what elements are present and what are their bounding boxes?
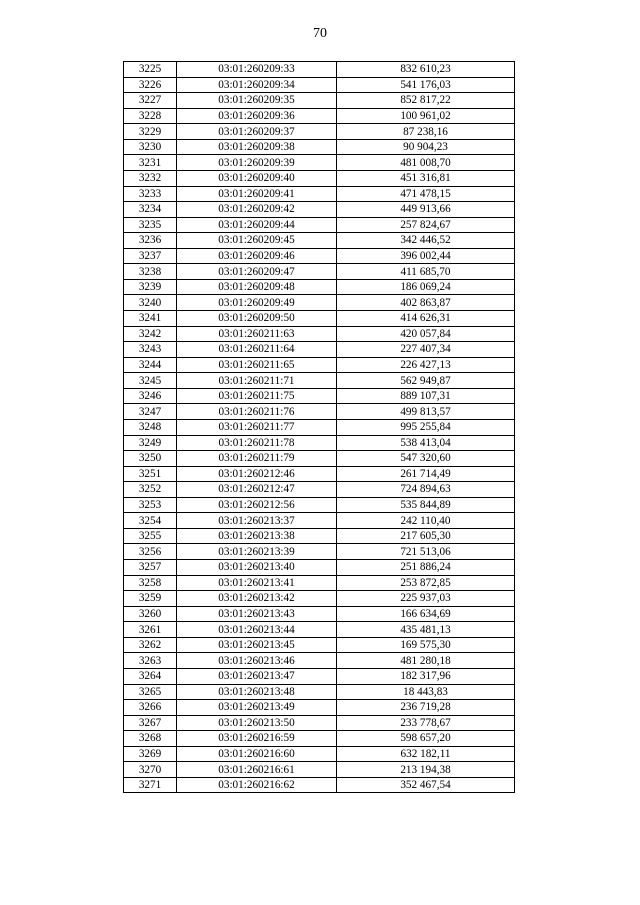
table-row — [124, 404, 515, 420]
value-cell: 481 008,70 — [337, 155, 515, 171]
value-cell: 632 182,11 — [337, 746, 515, 762]
cadastral-number-cell: 03:01:260212:47 — [177, 482, 337, 498]
value-cell: 449 913,66 — [337, 202, 515, 218]
table-row — [124, 248, 515, 264]
cadastral-number-cell: 03:01:260216:59 — [177, 731, 337, 747]
cadastral-number-cell: 03:01:260213:46 — [177, 653, 337, 669]
table-row — [124, 497, 515, 513]
value-cell: 541 176,03 — [337, 77, 515, 93]
value-cell: 236 719,28 — [337, 700, 515, 716]
table-row — [124, 139, 515, 155]
value-cell: 87 238,16 — [337, 124, 515, 140]
row-number-cell: 3243 — [124, 342, 177, 358]
cadastral-number-cell: 03:01:260213:49 — [177, 700, 337, 716]
table-row — [124, 326, 515, 342]
row-number-cell: 3235 — [124, 217, 177, 233]
value-cell: 186 069,24 — [337, 279, 515, 295]
table-row — [124, 202, 515, 218]
table-row — [124, 482, 515, 498]
row-number-cell: 3267 — [124, 715, 177, 731]
table-row — [124, 419, 515, 435]
cadastral-number-cell: 03:01:260209:36 — [177, 108, 337, 124]
cadastral-number-cell: 03:01:260213:42 — [177, 591, 337, 607]
cadastral-number-cell: 03:01:260209:33 — [177, 62, 337, 78]
table-row — [124, 435, 515, 451]
row-number-cell: 3259 — [124, 591, 177, 607]
cadastral-number-cell: 03:01:260213:37 — [177, 513, 337, 529]
table-row — [124, 311, 515, 327]
value-cell: 547 320,60 — [337, 451, 515, 467]
row-number-cell: 3229 — [124, 124, 177, 140]
cadastral-number-cell: 03:01:260209:38 — [177, 139, 337, 155]
cadastral-number-cell: 03:01:260211:64 — [177, 342, 337, 358]
row-number-cell: 3265 — [124, 684, 177, 700]
value-cell: 481 280,18 — [337, 653, 515, 669]
value-cell: 499 813,57 — [337, 404, 515, 420]
cadastral-number-cell: 03:01:260212:46 — [177, 466, 337, 482]
cadastral-number-cell: 03:01:260209:41 — [177, 186, 337, 202]
value-cell: 227 407,34 — [337, 342, 515, 358]
row-number-cell: 3238 — [124, 264, 177, 280]
cadastral-number-cell: 03:01:260209:44 — [177, 217, 337, 233]
row-number-cell: 3244 — [124, 357, 177, 373]
table-row — [124, 466, 515, 482]
table-row — [124, 295, 515, 311]
table-row — [124, 762, 515, 778]
value-cell: 233 778,67 — [337, 715, 515, 731]
cadastral-number-cell: 03:01:260211:65 — [177, 357, 337, 373]
value-cell: 598 657,20 — [337, 731, 515, 747]
row-number-cell: 3260 — [124, 606, 177, 622]
value-cell: 261 714,49 — [337, 466, 515, 482]
row-number-cell: 3248 — [124, 419, 177, 435]
cadastral-number-cell: 03:01:260209:34 — [177, 77, 337, 93]
cadastral-number-cell: 03:01:260213:41 — [177, 575, 337, 591]
value-cell: 169 575,30 — [337, 637, 515, 653]
cadastral-number-cell: 03:01:260213:39 — [177, 544, 337, 560]
value-cell: 396 002,44 — [337, 248, 515, 264]
row-number-cell: 3269 — [124, 746, 177, 762]
value-cell: 724 894,63 — [337, 482, 515, 498]
cadastral-value-table — [123, 61, 515, 793]
row-number-cell: 3226 — [124, 77, 177, 93]
value-cell: 166 634,69 — [337, 606, 515, 622]
table-row — [124, 279, 515, 295]
row-number-cell: 3225 — [124, 62, 177, 78]
cadastral-number-cell: 03:01:260209:50 — [177, 311, 337, 327]
table-row — [124, 606, 515, 622]
cadastral-number-cell: 03:01:260211:78 — [177, 435, 337, 451]
row-number-cell: 3257 — [124, 560, 177, 576]
table-row — [124, 746, 515, 762]
cadastral-number-cell: 03:01:260209:35 — [177, 93, 337, 109]
row-number-cell: 3246 — [124, 388, 177, 404]
cadastral-number-cell: 03:01:260209:47 — [177, 264, 337, 280]
table-row — [124, 451, 515, 467]
table-row — [124, 528, 515, 544]
value-cell: 342 446,52 — [337, 233, 515, 249]
cadastral-number-cell: 03:01:260209:45 — [177, 233, 337, 249]
table-row — [124, 637, 515, 653]
value-cell: 721 513,06 — [337, 544, 515, 560]
value-cell: 217 605,30 — [337, 528, 515, 544]
row-number-cell: 3266 — [124, 700, 177, 716]
table-row — [124, 124, 515, 140]
table-row — [124, 357, 515, 373]
table-row — [124, 93, 515, 109]
cadastral-number-cell: 03:01:260211:77 — [177, 419, 337, 435]
cadastral-number-cell: 03:01:260216:62 — [177, 777, 337, 793]
cadastral-number-cell: 03:01:260213:50 — [177, 715, 337, 731]
table-row — [124, 560, 515, 576]
table-row — [124, 264, 515, 280]
row-number-cell: 3245 — [124, 373, 177, 389]
value-cell: 995 255,84 — [337, 419, 515, 435]
value-cell: 832 610,23 — [337, 62, 515, 78]
row-number-cell: 3262 — [124, 637, 177, 653]
cadastral-number-cell: 03:01:260213:43 — [177, 606, 337, 622]
row-number-cell: 3234 — [124, 202, 177, 218]
row-number-cell: 3231 — [124, 155, 177, 171]
cadastral-number-cell: 03:01:260211:63 — [177, 326, 337, 342]
table-row — [124, 170, 515, 186]
value-cell: 889 107,31 — [337, 388, 515, 404]
value-cell: 226 427,13 — [337, 357, 515, 373]
value-cell: 420 057,84 — [337, 326, 515, 342]
row-number-cell: 3271 — [124, 777, 177, 793]
value-cell: 538 413,04 — [337, 435, 515, 451]
cadastral-number-cell: 03:01:260213:45 — [177, 637, 337, 653]
table-row — [124, 668, 515, 684]
table-row — [124, 217, 515, 233]
value-cell: 352 467,54 — [337, 777, 515, 793]
table-row — [124, 108, 515, 124]
cadastral-number-cell: 03:01:260211:79 — [177, 451, 337, 467]
table-row — [124, 575, 515, 591]
page-number: 70 — [313, 26, 327, 41]
value-cell: 471 478,15 — [337, 186, 515, 202]
row-number-cell: 3263 — [124, 653, 177, 669]
row-number-cell: 3232 — [124, 170, 177, 186]
row-number-cell: 3250 — [124, 451, 177, 467]
cadastral-number-cell: 03:01:260209:48 — [177, 279, 337, 295]
value-cell: 100 961,02 — [337, 108, 515, 124]
cadastral-number-cell: 03:01:260209:49 — [177, 295, 337, 311]
row-number-cell: 3261 — [124, 622, 177, 638]
row-number-cell: 3256 — [124, 544, 177, 560]
value-cell: 251 886,24 — [337, 560, 515, 576]
row-number-cell: 3240 — [124, 295, 177, 311]
value-cell: 225 937,03 — [337, 591, 515, 607]
row-number-cell: 3252 — [124, 482, 177, 498]
cadastral-number-cell: 03:01:260209:40 — [177, 170, 337, 186]
row-number-cell: 3270 — [124, 762, 177, 778]
row-number-cell: 3239 — [124, 279, 177, 295]
value-cell: 402 863,87 — [337, 295, 515, 311]
table-row — [124, 373, 515, 389]
row-number-cell: 3230 — [124, 139, 177, 155]
value-cell: 535 844,89 — [337, 497, 515, 513]
table-body — [124, 62, 515, 793]
cadastral-number-cell: 03:01:260211:71 — [177, 373, 337, 389]
cadastral-number-cell: 03:01:260211:75 — [177, 388, 337, 404]
table-row — [124, 715, 515, 731]
value-cell: 242 110,40 — [337, 513, 515, 529]
table-row — [124, 684, 515, 700]
row-number-cell: 3255 — [124, 528, 177, 544]
table-row — [124, 388, 515, 404]
cadastral-number-cell: 03:01:260213:47 — [177, 668, 337, 684]
cadastral-number-cell: 03:01:260209:42 — [177, 202, 337, 218]
row-number-cell: 3227 — [124, 93, 177, 109]
table-row — [124, 591, 515, 607]
cadastral-number-cell: 03:01:260211:76 — [177, 404, 337, 420]
value-cell: 852 817,22 — [337, 93, 515, 109]
cadastral-number-cell: 03:01:260213:44 — [177, 622, 337, 638]
table-row — [124, 342, 515, 358]
table-row — [124, 544, 515, 560]
row-number-cell: 3268 — [124, 731, 177, 747]
table-row — [124, 155, 515, 171]
value-cell: 18 443,83 — [337, 684, 515, 700]
table-row — [124, 77, 515, 93]
value-cell: 182 317,96 — [337, 668, 515, 684]
table-row — [124, 233, 515, 249]
table-row — [124, 62, 515, 78]
cadastral-number-cell: 03:01:260213:38 — [177, 528, 337, 544]
table-row — [124, 653, 515, 669]
value-cell: 435 481,13 — [337, 622, 515, 638]
value-cell: 414 626,31 — [337, 311, 515, 327]
row-number-cell: 3233 — [124, 186, 177, 202]
value-cell: 253 872,85 — [337, 575, 515, 591]
cadastral-number-cell: 03:01:260212:56 — [177, 497, 337, 513]
table-row — [124, 513, 515, 529]
row-number-cell: 3242 — [124, 326, 177, 342]
row-number-cell: 3254 — [124, 513, 177, 529]
row-number-cell: 3251 — [124, 466, 177, 482]
row-number-cell: 3249 — [124, 435, 177, 451]
table-row — [124, 622, 515, 638]
cadastral-number-cell: 03:01:260213:48 — [177, 684, 337, 700]
value-cell: 451 316,81 — [337, 170, 515, 186]
row-number-cell: 3236 — [124, 233, 177, 249]
table-row — [124, 186, 515, 202]
value-cell: 257 824,67 — [337, 217, 515, 233]
table-row — [124, 731, 515, 747]
value-cell: 562 949,87 — [337, 373, 515, 389]
row-number-cell: 3258 — [124, 575, 177, 591]
value-cell: 90 904,23 — [337, 139, 515, 155]
cadastral-number-cell: 03:01:260213:40 — [177, 560, 337, 576]
value-cell: 411 685,70 — [337, 264, 515, 280]
row-number-cell: 3241 — [124, 311, 177, 327]
value-cell: 213 194,38 — [337, 762, 515, 778]
cadastral-number-cell: 03:01:260216:61 — [177, 762, 337, 778]
row-number-cell: 3247 — [124, 404, 177, 420]
table-row — [124, 700, 515, 716]
cadastral-number-cell: 03:01:260209:46 — [177, 248, 337, 264]
row-number-cell: 3264 — [124, 668, 177, 684]
cadastral-number-cell: 03:01:260209:37 — [177, 124, 337, 140]
table-row — [124, 777, 515, 793]
row-number-cell: 3228 — [124, 108, 177, 124]
row-number-cell: 3253 — [124, 497, 177, 513]
cadastral-number-cell: 03:01:260209:39 — [177, 155, 337, 171]
cadastral-number-cell: 03:01:260216:60 — [177, 746, 337, 762]
row-number-cell: 3237 — [124, 248, 177, 264]
